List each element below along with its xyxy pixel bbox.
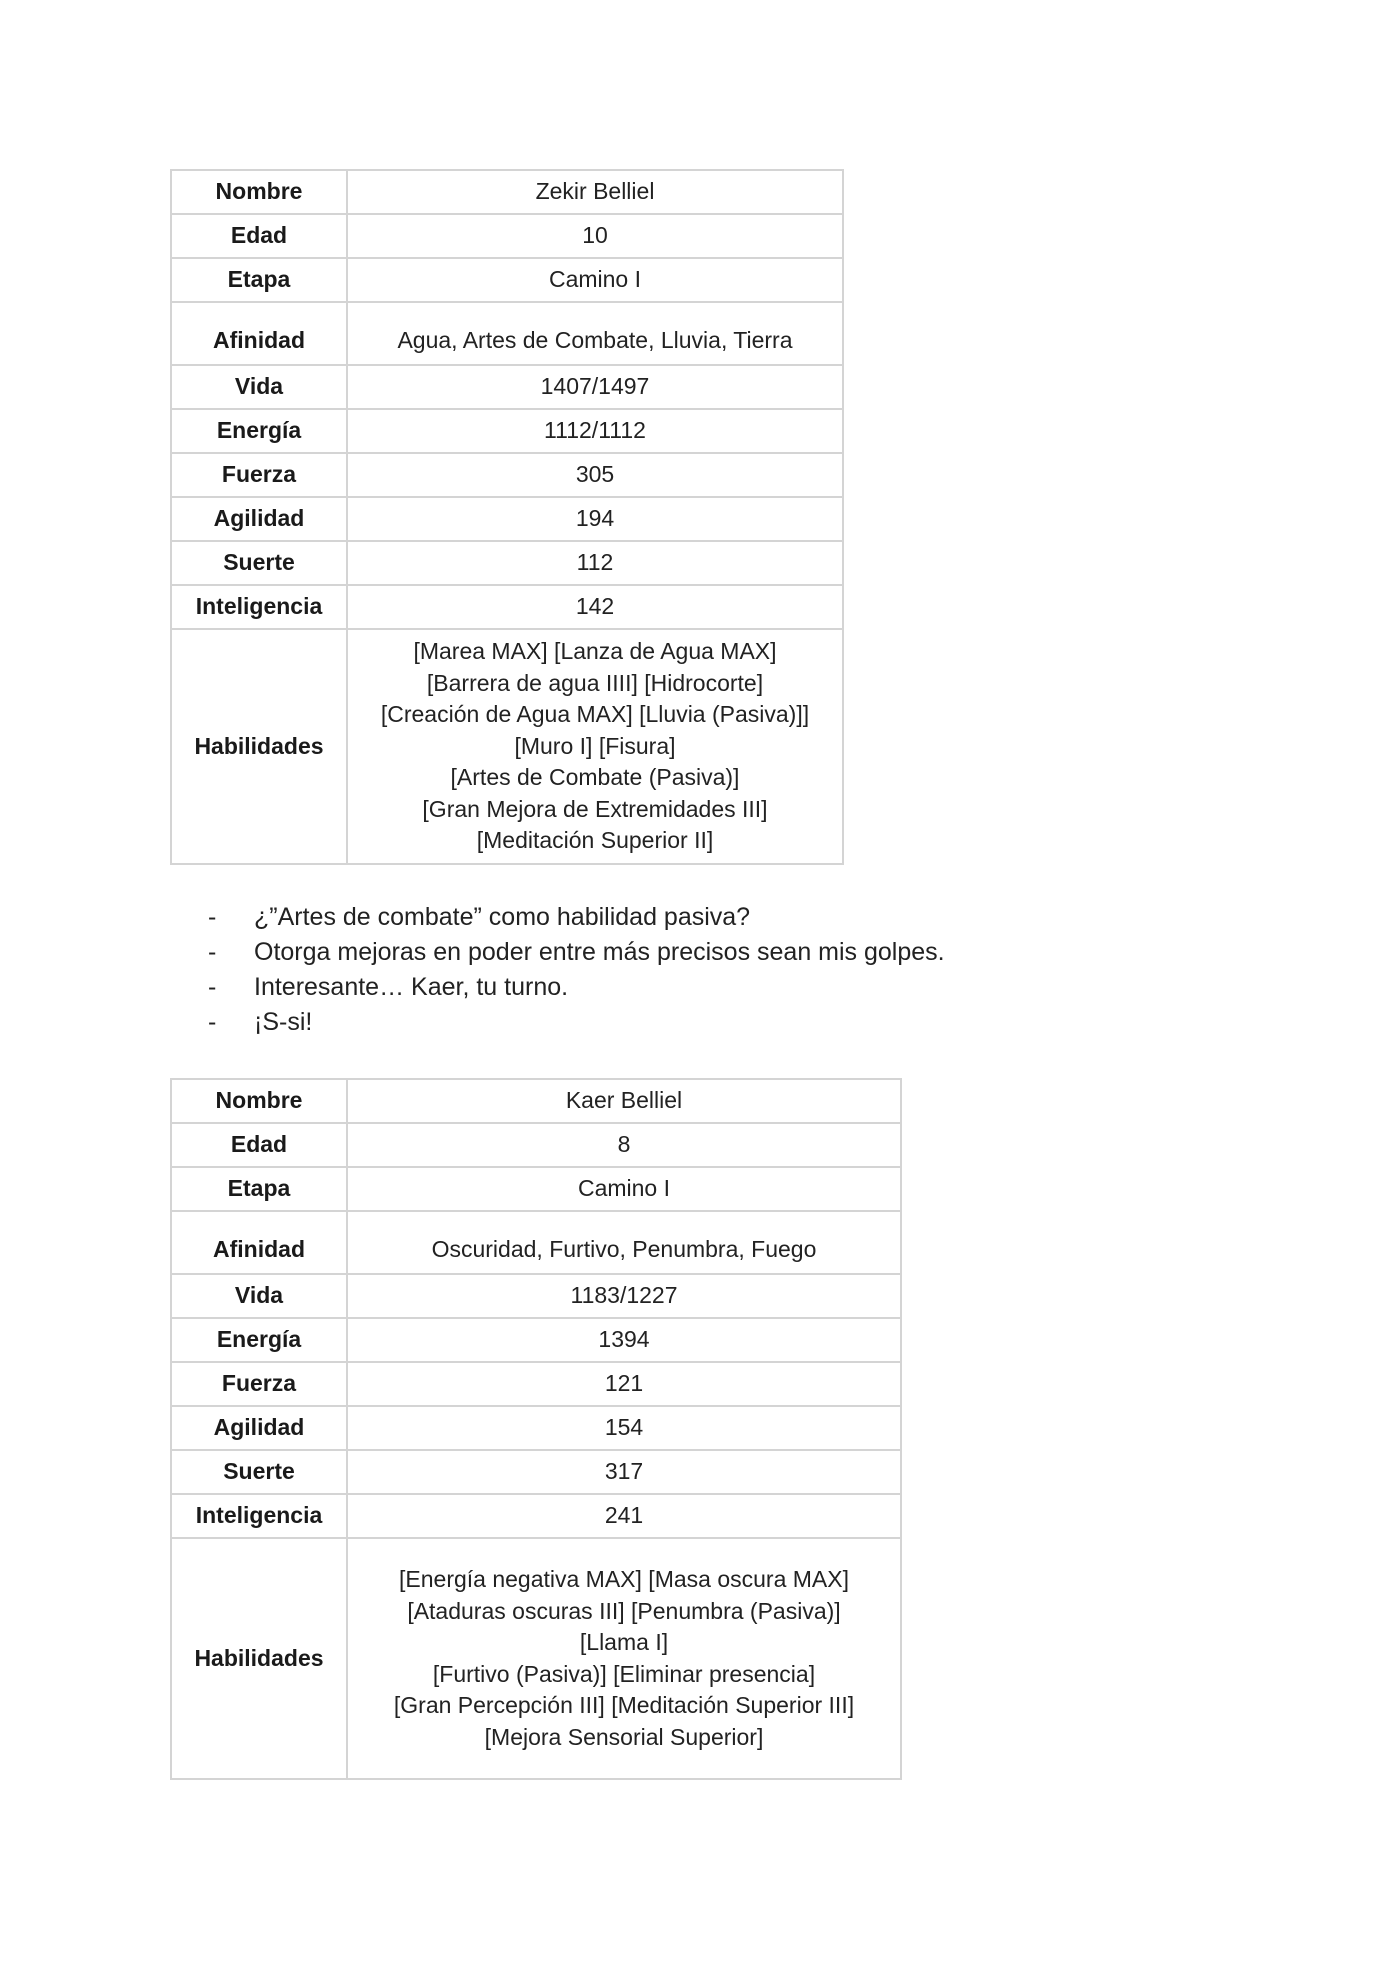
dialogue-list [208, 900, 945, 1040]
field-label: Vida [171, 1274, 347, 1318]
field-label: Nombre [171, 170, 347, 214]
field-label: Inteligencia [171, 1494, 347, 1538]
table-row [171, 170, 843, 214]
field-label: Vida [171, 365, 347, 409]
table-row [171, 1274, 901, 1318]
field-label: Edad [171, 214, 347, 258]
dialogue-text: ¿”Artes de combate” como habilidad pasiva? [254, 903, 751, 931]
field-value: Camino I [347, 1167, 901, 1211]
table-row [171, 1362, 901, 1406]
field-label: Etapa [171, 1167, 347, 1211]
field-value: 1394 [347, 1318, 901, 1362]
skills-label: Habilidades [171, 1538, 347, 1779]
skill-entry: [Muro I] [Fisura] [514, 732, 676, 759]
field-value: 154 [347, 1406, 901, 1450]
dialogue-text: ¡S-si! [254, 1008, 313, 1036]
table-row [171, 1123, 901, 1167]
skill-entry: [Meditación Superior II] [476, 827, 714, 854]
field-value: 121 [347, 1362, 901, 1406]
skill-entry: [Artes de Combate (Pasiva)] [450, 764, 740, 791]
skill-entry: [Mejora Sensorial Superior] [484, 1723, 764, 1750]
field-label: Inteligencia [171, 585, 347, 629]
field-value: 241 [347, 1494, 901, 1538]
table-row [171, 1318, 901, 1362]
skill-entry: [Furtivo (Pasiva)] [Eliminar presencia] [432, 1660, 816, 1687]
dialogue-dash: - [208, 938, 217, 966]
field-label: Suerte [171, 1450, 347, 1494]
skills-list [347, 1538, 901, 1779]
field-value: 8 [347, 1123, 901, 1167]
table-row [171, 1211, 901, 1274]
dialogue-line [208, 1005, 945, 1040]
field-label: Agilidad [171, 497, 347, 541]
field-value: Zekir Belliel [347, 170, 843, 214]
dialogue-dash: - [208, 903, 217, 931]
field-label: Energía [171, 409, 347, 453]
dialogue-dash: - [208, 973, 217, 1001]
skills-list [347, 629, 843, 864]
field-value: Oscuridad, Furtivo, Penumbra, Fuego [347, 1211, 901, 1274]
table-row [171, 585, 843, 629]
field-value: 112 [347, 541, 843, 585]
dialogue-dash: - [208, 1008, 217, 1036]
field-label: Afinidad [171, 1211, 347, 1274]
skill-entry: [Barrera de agua IIII] [Hidrocorte] [426, 669, 764, 696]
field-value: 317 [347, 1450, 901, 1494]
skill-entry: [Marea MAX] [Lanza de Agua MAX] [413, 638, 777, 665]
dialogue-line [208, 970, 945, 1005]
field-label: Afinidad [171, 302, 347, 365]
table-row [171, 1538, 901, 1779]
skill-entry: [Llama I] [579, 1629, 669, 1655]
skill-entry: [Ataduras oscuras III] [Penumbra (Pasiva)] [407, 1597, 841, 1624]
field-label: Nombre [171, 1079, 347, 1123]
field-label: Fuerza [171, 453, 347, 497]
table-row [171, 1406, 901, 1450]
field-value: Kaer Belliel [347, 1079, 901, 1123]
character-sheet-zekir [170, 169, 844, 865]
field-label: Etapa [171, 258, 347, 302]
field-label: Suerte [171, 541, 347, 585]
field-value: 194 [347, 497, 843, 541]
table-row [171, 1167, 901, 1211]
skill-entry: [Gran Mejora de Extremidades III] [422, 795, 768, 822]
table-row [171, 258, 843, 302]
table-row [171, 1494, 901, 1538]
dialogue-line [208, 935, 945, 970]
table-row [171, 541, 843, 585]
character-sheet-kaer [170, 1078, 902, 1780]
field-value: Camino I [347, 258, 843, 302]
field-label: Fuerza [171, 1362, 347, 1406]
table-row [171, 497, 843, 541]
field-value: Agua, Artes de Combate, Lluvia, Tierra [347, 302, 843, 365]
field-label: Agilidad [171, 1406, 347, 1450]
dialogue-line [208, 900, 945, 935]
table-row [171, 629, 843, 864]
dialogue-text: Interesante… Kaer, tu turno. [254, 973, 569, 1001]
field-label: Edad [171, 1123, 347, 1167]
skill-entry: [Energía negativa MAX] [Masa oscura MAX] [399, 1566, 849, 1592]
field-value: 305 [347, 453, 843, 497]
field-value: 1407/1497 [347, 365, 843, 409]
dialogue-text: Otorga mejoras en poder entre más precisos sean mis golpes. [254, 938, 945, 966]
table-row [171, 302, 843, 365]
field-label: Energía [171, 1318, 347, 1362]
skill-entry: [Gran Percepción III] [Meditación Superior III] [393, 1692, 855, 1718]
table-row [171, 453, 843, 497]
table-row [171, 365, 843, 409]
field-value: 1112/1112 [347, 409, 843, 453]
field-value: 10 [347, 214, 843, 258]
skills-label: Habilidades [171, 629, 347, 864]
field-value: 1183/1227 [347, 1274, 901, 1318]
field-value: 142 [347, 585, 843, 629]
table-row [171, 409, 843, 453]
table-row [171, 1450, 901, 1494]
table-row [171, 214, 843, 258]
table-row [171, 1079, 901, 1123]
skill-entry: [Creación de Agua MAX] [Lluvia (Pasiva)]] [380, 701, 810, 728]
